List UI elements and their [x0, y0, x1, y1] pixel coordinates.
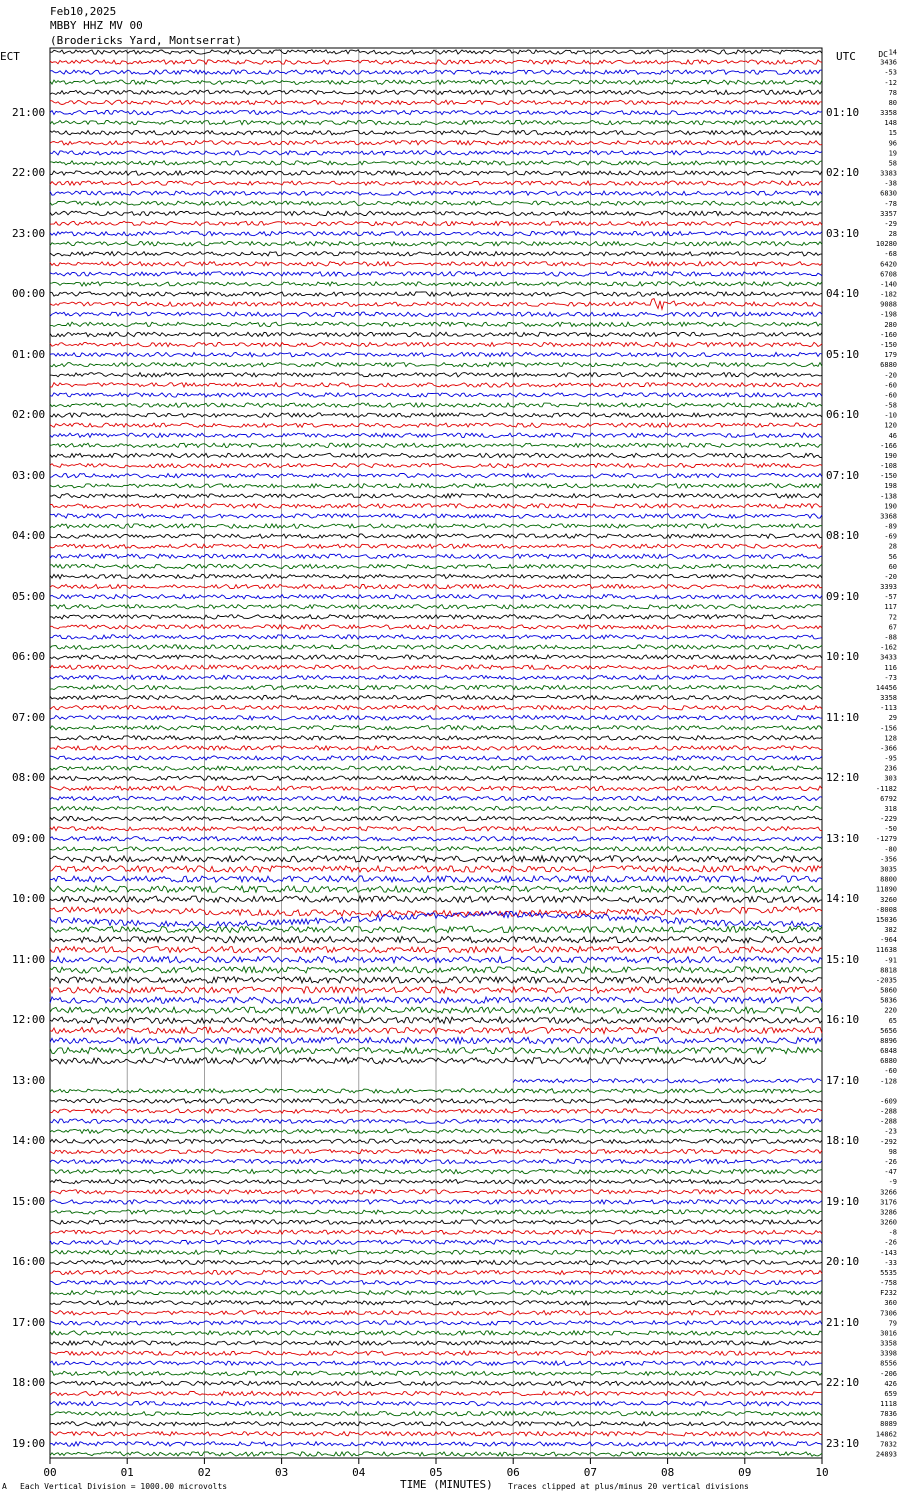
- dc-offset-label: 382: [884, 926, 897, 935]
- dc-offset-label: -143: [880, 1248, 897, 1257]
- right-hour-label: 18:10: [826, 1134, 860, 1148]
- dc-offset-label: 5656: [880, 1026, 897, 1035]
- x-axis-title: TIME (MINUTES): [400, 1478, 493, 1491]
- scale-note: Each Vertical Division = 1000.00 microvolts: [20, 1482, 228, 1491]
- dc-offset-label: 15036: [875, 915, 897, 924]
- dc-offset-label: 220: [884, 1006, 897, 1015]
- dc-offset-label: 3260: [880, 1218, 897, 1227]
- right-hour-label: 01:10: [826, 105, 860, 119]
- dc-offset-label: 6848: [880, 1047, 897, 1056]
- dc-offset-label: 148: [884, 119, 897, 128]
- dc-offset-label: 3286: [880, 1208, 897, 1217]
- dc-offset-label: 3358: [880, 1339, 897, 1348]
- dc-offset-label: 11638: [875, 946, 897, 955]
- dc-offset-label: -292: [880, 1137, 897, 1146]
- dc-offset-label: 9088: [880, 300, 897, 309]
- dc-offset-label: -8008: [875, 905, 897, 914]
- dc-offset-label: 3016: [880, 1329, 897, 1338]
- dc-offset-label: 8896: [880, 1036, 897, 1045]
- dc-offset-label: -10: [884, 411, 897, 420]
- dc-offset-label: 3433: [880, 653, 897, 662]
- dc-offset-label: -60: [884, 1067, 897, 1076]
- dc-offset-label: -156: [880, 724, 897, 733]
- dc-offset-label: 3358: [880, 109, 897, 118]
- dc-offset-label: 65: [888, 1016, 897, 1025]
- dc-offset-label: 7836: [880, 1410, 897, 1419]
- dc-offset-label: 29: [888, 714, 897, 723]
- dc-offset-label: 426: [884, 1379, 897, 1388]
- left-hour-label: 16:00: [12, 1255, 46, 1269]
- right-hour-label: 05:10: [826, 347, 860, 361]
- dc-offset-label: 190: [884, 502, 897, 511]
- dc-offset-label: -60: [884, 381, 897, 390]
- dc-offset-label: 14862: [875, 1430, 897, 1439]
- dc-offset-label: 3035: [880, 865, 897, 874]
- dc-offset-label: -206: [880, 1369, 897, 1378]
- station-location: (Brodericks Yard, Montserrat): [50, 34, 243, 47]
- dc-offset-label: -73: [884, 673, 897, 682]
- right-hour-label: 07:10: [826, 468, 860, 482]
- dc-offset-label: -89: [884, 522, 897, 531]
- dc-offset-label: 80: [888, 98, 897, 107]
- dc-offset-label: 8089: [880, 1420, 897, 1429]
- dc-offset-label: 19: [888, 149, 897, 158]
- dc-offset-label: -33: [884, 1258, 897, 1267]
- left-hour-label: 06:00: [12, 650, 46, 664]
- dc-offset-label: 5836: [880, 996, 897, 1005]
- right-hour-label: 06:10: [826, 408, 860, 422]
- dc-offset-label: -9: [888, 1178, 897, 1187]
- dc-offset-label: 5860: [880, 986, 897, 995]
- dc-offset-label: 303: [884, 774, 897, 783]
- dc-offset-label: -88: [884, 633, 897, 642]
- x-tick-label: 05: [429, 1466, 443, 1479]
- dc-offset-label: 15: [888, 129, 897, 138]
- right-hour-label: 14:10: [826, 892, 860, 906]
- dc-offset-label: 6420: [880, 260, 897, 269]
- dc-offset-label: 7306: [880, 1309, 897, 1318]
- x-tick-label: 08: [660, 1466, 675, 1479]
- dc-offset-label: -1182: [875, 784, 897, 793]
- dc-offset-label: 190: [884, 451, 897, 460]
- dc-offset-label: 78: [888, 88, 897, 97]
- right-hour-label: 04:10: [826, 287, 860, 301]
- dc-offset-label: -58: [884, 401, 897, 410]
- dc-offset-label: -53: [884, 68, 897, 77]
- x-tick-label: 03: [274, 1466, 289, 1479]
- dc-offset-label: 6830: [880, 189, 897, 198]
- station-code: MBBY HHZ MV 00: [50, 19, 143, 32]
- plot-date: Feb10,2025: [50, 5, 117, 18]
- left-hour-label: 14:00: [12, 1134, 46, 1148]
- dc-offset-label: -23: [884, 1127, 897, 1136]
- dc-offset-label: -138: [880, 492, 897, 501]
- dc-offset-label: 7832: [880, 1440, 897, 1449]
- x-tick-label: 07: [583, 1466, 598, 1479]
- right-hour-label: 13:10: [826, 831, 860, 845]
- left-hour-label: 15:00: [12, 1194, 46, 1208]
- dc-offset-label: 58: [888, 159, 897, 168]
- right-hour-label: 19:10: [826, 1194, 860, 1208]
- seismic-trace: [50, 1058, 766, 1064]
- right-hour-label: 21:10: [826, 1315, 860, 1329]
- dc-offset-label: -20: [884, 371, 897, 380]
- dc-header-label: DC: [878, 50, 888, 59]
- dc-offset-label: 280: [884, 320, 897, 329]
- dc-offset-label: 3368: [880, 512, 897, 521]
- dc-offset-label: 3383: [880, 169, 897, 178]
- dc-offset-label: -160: [880, 330, 897, 339]
- dc-offset-label: -95: [884, 754, 897, 763]
- dc-offset-label: 236: [884, 764, 897, 773]
- dc-offset-label: 179: [884, 351, 897, 360]
- dc-offset-label: 6880: [880, 1057, 897, 1066]
- left-hour-label: 01:00: [12, 347, 46, 361]
- dc-offset-label: -166: [880, 441, 897, 450]
- dc-offset-label: -20: [884, 572, 897, 581]
- dc-offset-label: 14: [888, 48, 897, 57]
- right-hour-label: 22:10: [826, 1376, 860, 1390]
- dc-offset-label: 117: [884, 603, 897, 612]
- dc-offset-label: -57: [884, 593, 897, 602]
- left-hour-label: 17:00: [12, 1315, 46, 1329]
- dc-offset-label: 198: [884, 482, 897, 491]
- left-timezone-label: ECT: [0, 50, 20, 63]
- right-hour-label: 12:10: [826, 771, 860, 785]
- x-tick-label: 02: [197, 1466, 212, 1479]
- left-hour-label: 23:00: [12, 226, 46, 240]
- left-hour-label: 13:00: [12, 1073, 46, 1087]
- dc-offset-label: 3357: [880, 209, 897, 218]
- dc-offset-label: -26: [884, 1157, 897, 1166]
- dc-offset-label: 3176: [880, 1198, 897, 1207]
- dc-offset-label: -1279: [875, 835, 897, 844]
- dc-offset-label: -288: [880, 1117, 897, 1126]
- right-hour-label: 23:10: [826, 1436, 860, 1450]
- right-hour-label: 11:10: [826, 710, 860, 724]
- dc-offset-label: -758: [880, 1279, 897, 1288]
- dc-offset-label: 98: [888, 1147, 897, 1156]
- left-hour-label: 02:00: [12, 408, 46, 422]
- dc-offset-label: -198: [880, 310, 897, 319]
- dc-offset-label: 318: [884, 804, 897, 813]
- right-hour-label: 20:10: [826, 1255, 860, 1269]
- left-hour-label: 12:00: [12, 1013, 46, 1027]
- footer-mark: A: [2, 1482, 7, 1491]
- dc-offset-label: F232: [880, 1289, 897, 1298]
- dc-offset-label: 8818: [880, 966, 897, 975]
- dc-offset-label: 46: [888, 431, 897, 440]
- left-hour-label: 18:00: [12, 1376, 46, 1390]
- dc-offset-label: -12: [884, 78, 897, 87]
- dc-offset-label: 96: [888, 139, 897, 148]
- dc-offset-label: -356: [880, 855, 897, 864]
- dc-offset-label: -29: [884, 219, 897, 228]
- right-hour-label: 16:10: [826, 1013, 860, 1027]
- dc-offset-label: -2035: [875, 976, 897, 985]
- dc-offset-label: -91: [884, 956, 897, 965]
- dc-offset-label: 8800: [880, 875, 897, 884]
- right-hour-label: 15:10: [826, 952, 860, 966]
- dc-offset-label: 3260: [880, 895, 897, 904]
- left-hour-label: 11:00: [12, 952, 46, 966]
- left-hour-label: 09:00: [12, 831, 46, 845]
- dc-offset-label: 10280: [875, 240, 897, 249]
- dc-offset-label: -69: [884, 532, 897, 541]
- x-tick-label: 10: [815, 1466, 829, 1479]
- dc-offset-label: -366: [880, 744, 897, 753]
- dc-offset-label: 11890: [875, 885, 897, 894]
- dc-offset-label: 128: [884, 734, 897, 743]
- dc-offset-label: 67: [888, 623, 897, 632]
- dc-offset-label: 116: [884, 663, 897, 672]
- dc-offset-label: 8556: [880, 1359, 897, 1368]
- dc-offset-label: 3393: [880, 583, 897, 592]
- dc-offset-label: -150: [880, 341, 897, 350]
- dc-offset-label: -964: [880, 936, 897, 945]
- dc-offset-label: -8: [888, 1228, 897, 1237]
- dc-offset-label: 1118: [880, 1400, 897, 1409]
- right-hour-label: 09:10: [826, 589, 860, 603]
- dc-offset-label: -229: [880, 815, 897, 824]
- dc-offset-label: -78: [884, 199, 897, 208]
- x-tick-label: 09: [738, 1466, 752, 1479]
- left-hour-label: 05:00: [12, 589, 46, 603]
- dc-offset-label: 56: [888, 552, 897, 561]
- left-hour-label: 19:00: [12, 1436, 46, 1450]
- dc-offset-label: -50: [884, 825, 897, 834]
- dc-offset-label: 79: [888, 1319, 897, 1328]
- x-tick-label: 06: [506, 1466, 520, 1479]
- dc-offset-label: 28: [888, 230, 897, 239]
- dc-offset-label: -108: [880, 462, 897, 471]
- left-hour-label: 10:00: [12, 892, 46, 906]
- right-hour-label: 10:10: [826, 650, 860, 664]
- dc-offset-label: 3358: [880, 694, 897, 703]
- left-hour-label: 08:00: [12, 771, 46, 785]
- dc-offset-label: -162: [880, 643, 897, 652]
- dc-offset-label: 3266: [880, 1188, 897, 1197]
- dc-offset-label: 60: [888, 562, 897, 571]
- dc-offset-label: 360: [884, 1299, 897, 1308]
- x-tick-label: 04: [352, 1466, 366, 1479]
- right-hour-label: 02:10: [826, 166, 860, 180]
- left-hour-label: 00:00: [12, 287, 46, 301]
- right-timezone-label: UTC: [836, 50, 856, 63]
- dc-offset-label: -609: [880, 1097, 897, 1106]
- dc-offset-label: 72: [888, 613, 897, 622]
- dc-offset-label: -26: [884, 1238, 897, 1247]
- dc-offset-label: 28: [888, 542, 897, 551]
- dc-offset-label: 24893: [875, 1450, 897, 1459]
- dc-offset-label: 6880: [880, 361, 897, 370]
- left-hour-label: 07:00: [12, 710, 46, 724]
- dc-offset-label: 6708: [880, 270, 897, 279]
- dc-offset-label: 659: [884, 1389, 897, 1398]
- right-hour-label: 17:10: [826, 1073, 860, 1087]
- dc-offset-label: 6792: [880, 794, 897, 803]
- dc-offset-label: 3398: [880, 1349, 897, 1358]
- right-hour-label: 03:10: [826, 226, 860, 240]
- x-tick-label: 00: [43, 1466, 57, 1479]
- dc-offset-label: 3436: [880, 58, 897, 67]
- dc-offset-label: -150: [880, 472, 897, 481]
- dc-offset-label: 14456: [875, 683, 897, 692]
- dc-offset-label: -288: [880, 1107, 897, 1116]
- dc-offset-label: 5535: [880, 1268, 897, 1277]
- dc-offset-label: -80: [884, 845, 897, 854]
- dc-offset-label: -128: [880, 1077, 897, 1086]
- dc-offset-label: -182: [880, 290, 897, 299]
- dc-offset-label: -113: [880, 704, 897, 713]
- x-tick-label: 01: [120, 1466, 134, 1479]
- dc-offset-label: -47: [884, 1168, 897, 1177]
- left-hour-label: 04:00: [12, 529, 46, 543]
- left-hour-label: 21:00: [12, 105, 46, 119]
- dc-offset-label: -60: [884, 391, 897, 400]
- left-hour-label: 22:00: [12, 166, 46, 180]
- dc-offset-label: -140: [880, 280, 897, 289]
- dc-offset-label: -68: [884, 250, 897, 259]
- left-hour-label: 03:00: [12, 468, 46, 482]
- dc-offset-label: 120: [884, 421, 897, 430]
- right-hour-label: 08:10: [826, 529, 860, 543]
- dc-offset-label: -38: [884, 179, 897, 188]
- clip-note: Traces clipped at plus/minus 20 vertical divisions: [508, 1482, 749, 1491]
